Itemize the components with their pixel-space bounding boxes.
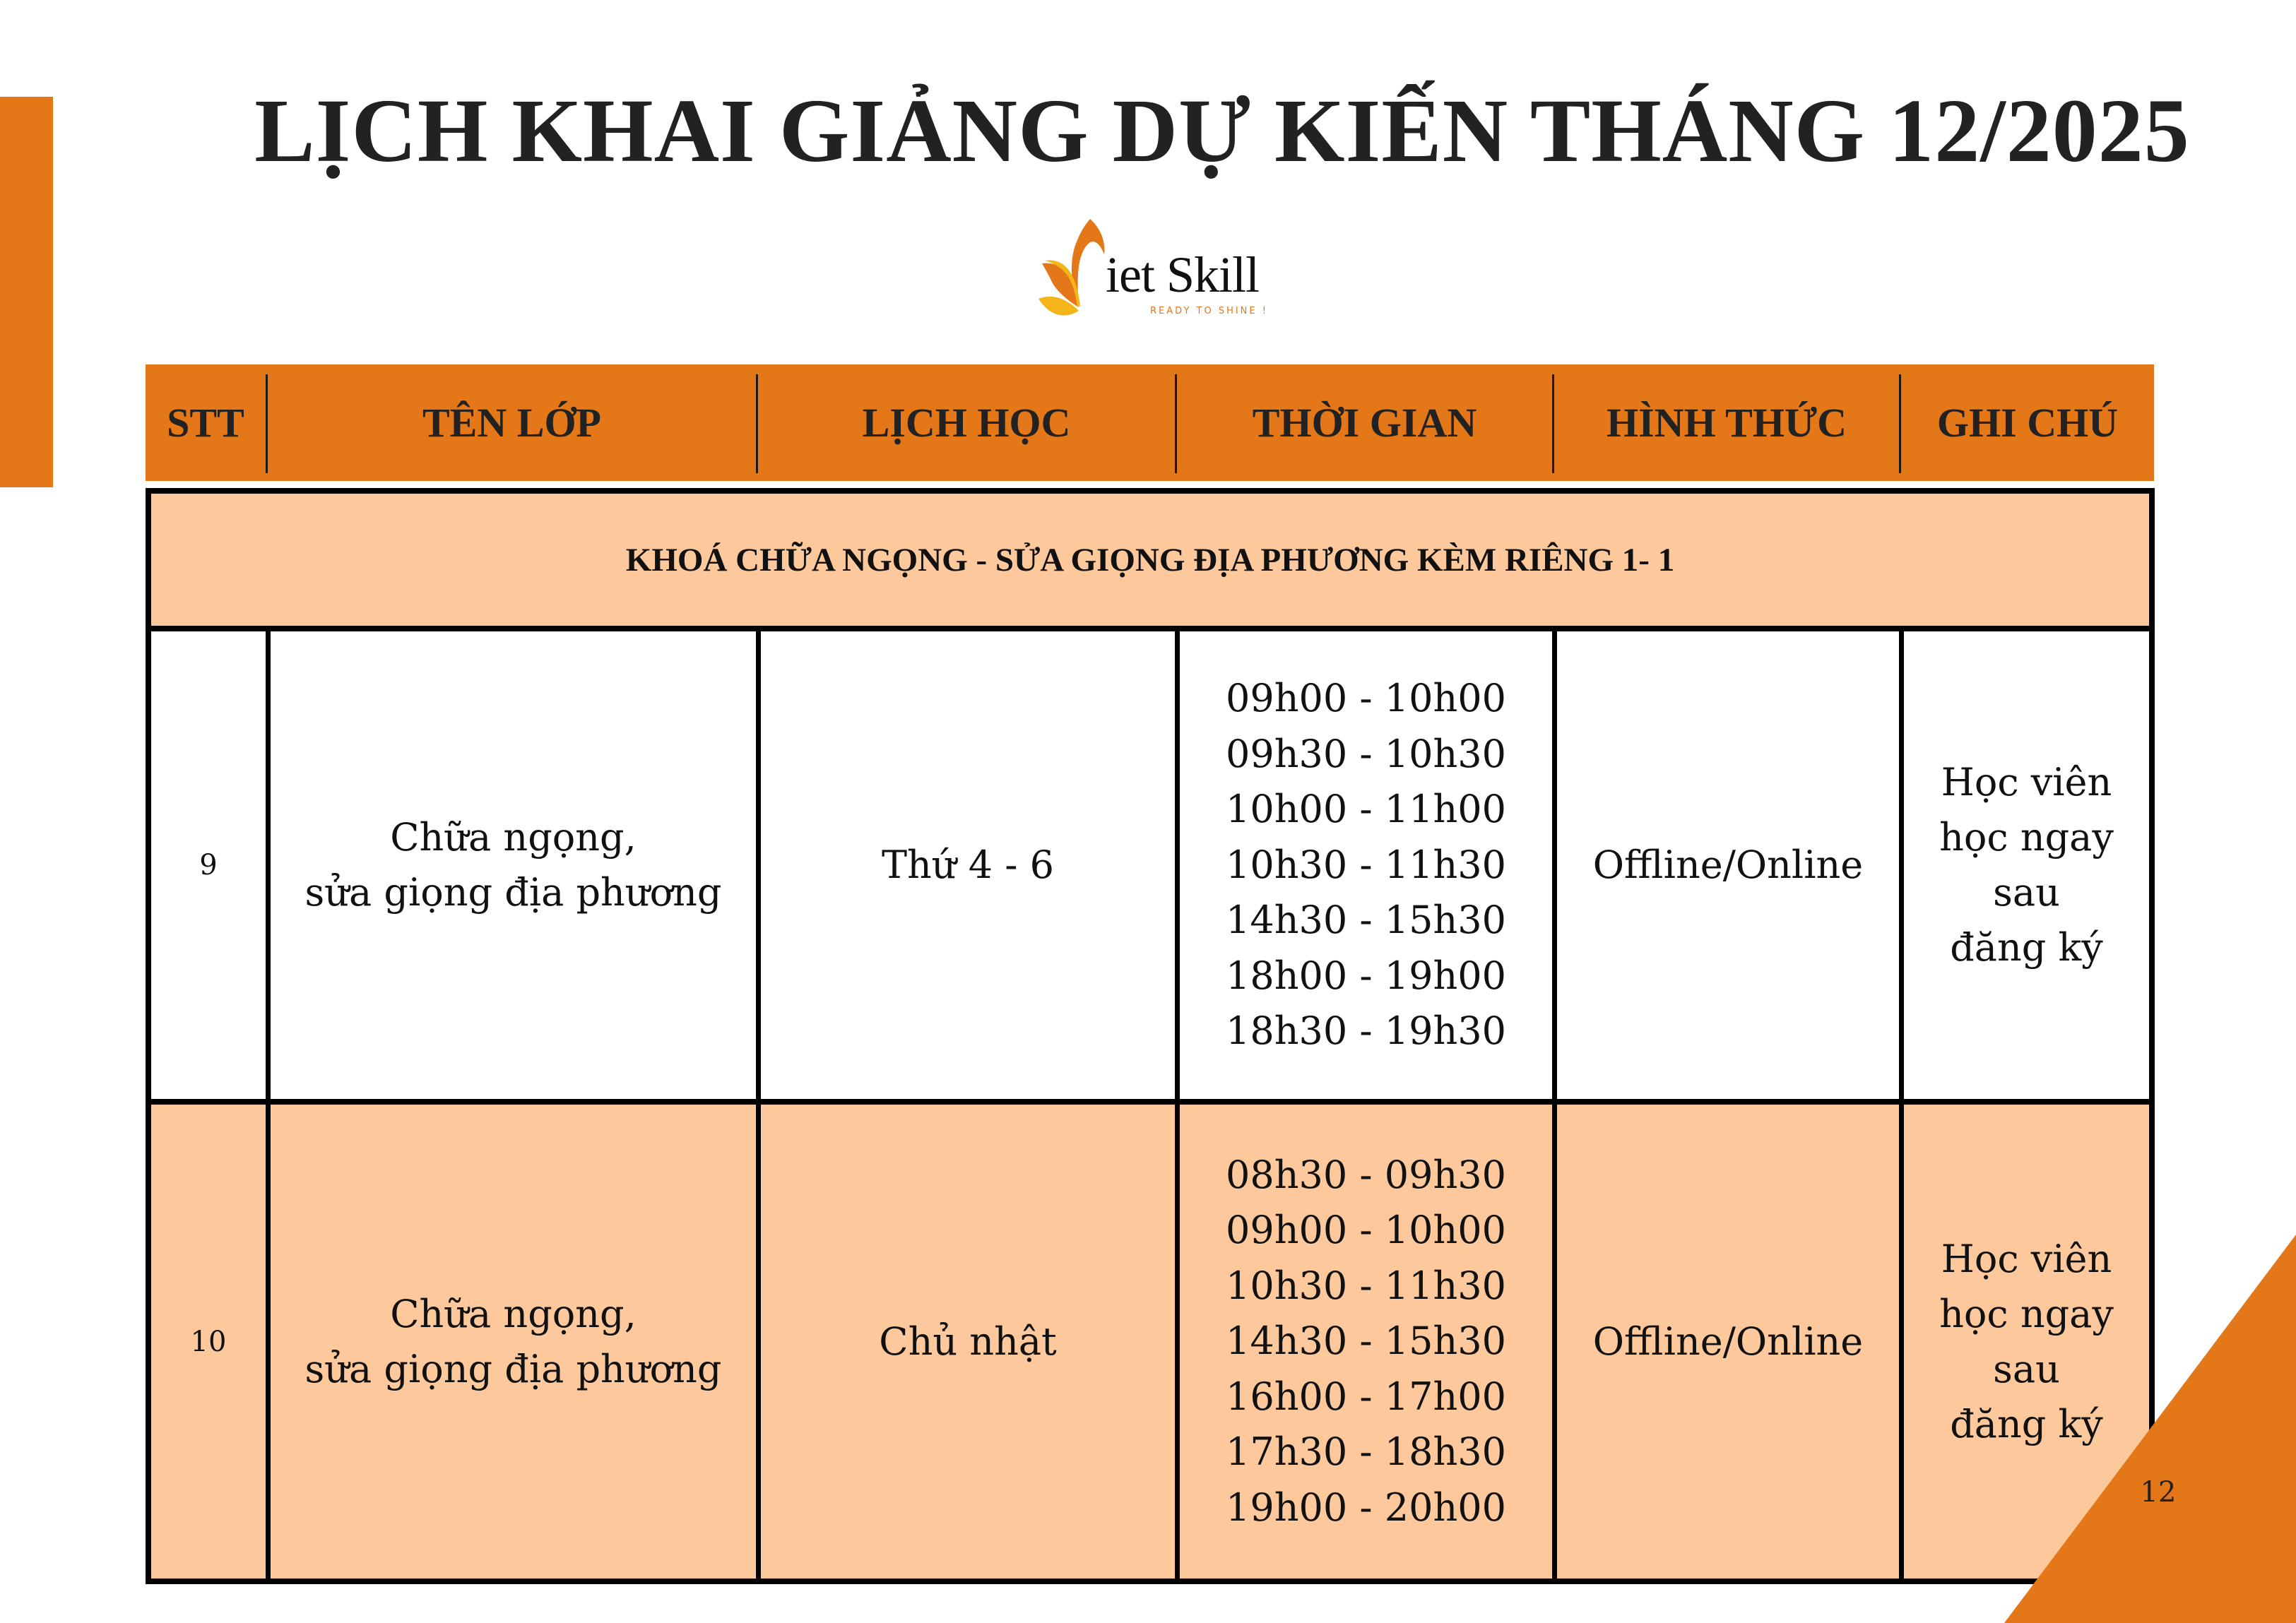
cell-stt: 10 [190, 1325, 227, 1358]
note-line: học ngay [1939, 1291, 2114, 1336]
time-slot: 09h00 - 10h00 [1226, 676, 1506, 721]
note-line: sau [1993, 1346, 2060, 1391]
logo-wordmark: iet Skill [1106, 246, 1260, 303]
schedule-table [146, 488, 2155, 1584]
class-name-line: sửa giọng địa phương [304, 870, 722, 915]
page-number: 12 [2140, 1476, 2177, 1509]
time-slot: 09h00 - 10h00 [1226, 1208, 1506, 1253]
column-divider [1552, 1105, 1557, 1579]
column-divider [1899, 1105, 1904, 1579]
cell-class-name [271, 631, 756, 1099]
class-name-line: sửa giọng địa phương [304, 1346, 722, 1391]
header-schedule: LỊCH HỌC [862, 400, 1071, 446]
time-slot: 09h30 - 10h30 [1226, 731, 1506, 776]
note-line: sau [1993, 870, 2060, 915]
cell-schedule: Chủ nhật [879, 1319, 1057, 1364]
header-time: THỜI GIAN [1252, 400, 1477, 446]
table-header [146, 364, 2154, 481]
cell-class-name [271, 1105, 756, 1579]
column-divider [1175, 1105, 1180, 1579]
column-divider [756, 631, 761, 1099]
left-accent-bar [0, 97, 53, 487]
header-class-name: TÊN LỚP [422, 400, 601, 446]
time-slot: 10h00 - 11h00 [1226, 787, 1506, 832]
time-slot: 19h00 - 20h00 [1226, 1485, 1506, 1530]
time-slot: 18h30 - 19h30 [1226, 1009, 1506, 1054]
time-slot: 18h00 - 19h00 [1226, 953, 1506, 998]
note-line: đăng ký [1950, 925, 2103, 970]
header-note: GHI CHÚ [1936, 400, 2119, 446]
column-divider [1899, 631, 1904, 1099]
note-line: Học viên [1941, 760, 2112, 804]
time-slot: 10h30 - 11h30 [1226, 1263, 1506, 1308]
class-name-line: Chữa ngọng, [390, 1291, 637, 1336]
time-slot: 14h30 - 15h30 [1226, 898, 1506, 943]
logo [1035, 215, 1268, 321]
header-stt: STT [167, 400, 244, 446]
flame-leaf-logo-icon [1035, 215, 1113, 321]
corner-triangle-decoration [2004, 1235, 2296, 1623]
column-divider [1175, 631, 1180, 1099]
table-row [151, 631, 2149, 1105]
time-slot: 16h00 - 17h00 [1226, 1374, 1506, 1419]
cell-format: Offline/Online [1592, 843, 1864, 887]
time-slot: 10h30 - 11h30 [1226, 842, 1506, 887]
time-slot: 17h30 - 18h30 [1226, 1429, 1506, 1475]
cell-times [1180, 631, 1552, 1099]
cell-format: Offline/Online [1592, 1319, 1864, 1364]
time-slot: 08h30 - 09h30 [1226, 1152, 1506, 1197]
column-divider [1552, 631, 1557, 1099]
cell-times [1180, 1105, 1552, 1579]
cell-schedule: Thứ 4 - 6 [881, 843, 1055, 887]
column-divider [266, 1105, 271, 1579]
header-format: HÌNH THỨC [1606, 400, 1847, 446]
column-divider [756, 1105, 761, 1579]
table-row [151, 1105, 2149, 1579]
note-line: đăng ký [1950, 1401, 2103, 1446]
page-title: LỊCH KHAI GIẢNG DỰ KIẾN THÁNG 12/2025 [254, 81, 2190, 181]
note-line: Học viên [1941, 1236, 2112, 1281]
class-name-line: Chữa ngọng, [390, 815, 637, 860]
time-slot: 14h30 - 15h30 [1226, 1319, 1506, 1364]
cell-note [1904, 631, 2149, 1099]
column-divider [266, 631, 271, 1099]
cell-stt: 9 [199, 849, 218, 881]
section-title: KHOÁ CHỮA NGỌNG - SỬA GIỌNG ĐỊA PHƯƠNG KÈM RIÊNG 1- 1 [151, 494, 2149, 631]
logo-tagline: READY TO SHINE ! [1150, 306, 1268, 316]
note-line: học ngay [1939, 815, 2114, 860]
